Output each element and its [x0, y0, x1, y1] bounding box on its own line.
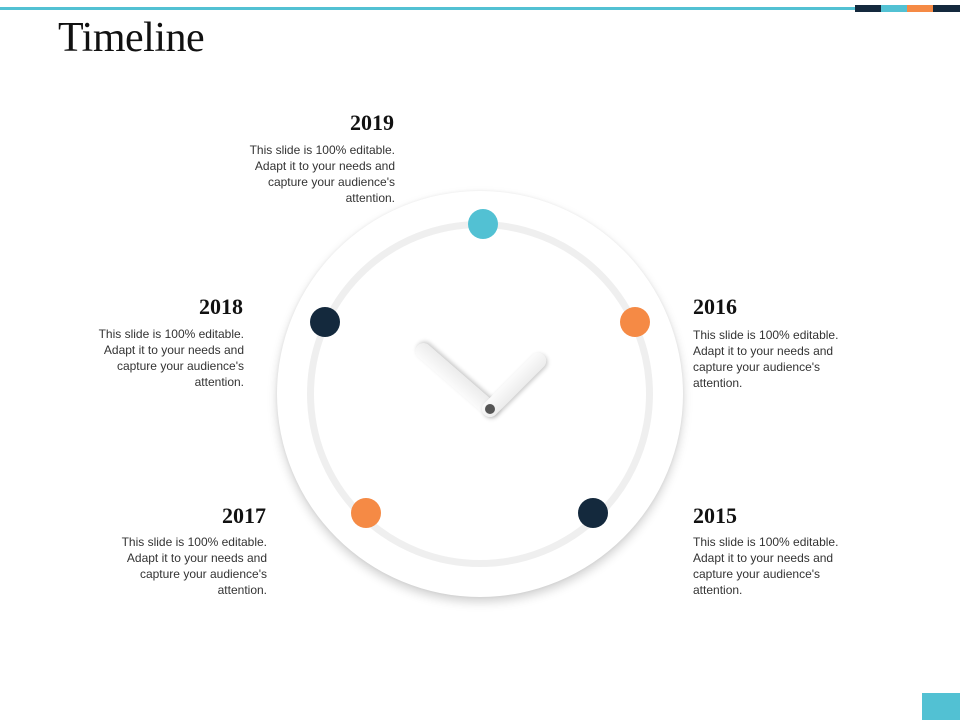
top-accent-line	[0, 7, 855, 10]
milestone-year-2015: 2015	[693, 503, 737, 528]
milestone-dot-2017	[351, 498, 381, 528]
milestone-dot-2015	[578, 498, 608, 528]
top-accent-segment-orange	[907, 5, 933, 12]
clock-center-pin	[485, 404, 495, 414]
milestone-desc-2019: This slide is 100% editable. Adapt it to your needs and capture your audience's attention.	[249, 143, 395, 205]
corner-accent-box	[922, 693, 960, 720]
top-accent-segment-teal	[881, 5, 907, 12]
milestone-desc-2017: This slide is 100% editable. Adapt it to your needs and capture your audience's attention.	[121, 535, 267, 597]
slide-title: Timeline	[58, 15, 205, 61]
milestone-year-2019: 2019	[350, 110, 394, 135]
milestone-year-2016: 2016	[693, 294, 737, 319]
top-accent-segment-navy	[855, 5, 881, 12]
milestone-year-2018: 2018	[199, 294, 243, 319]
milestone-dot-2016	[620, 307, 650, 337]
milestone-desc-2015: This slide is 100% editable. Adapt it to your needs and capture your audience's attention.	[693, 535, 839, 597]
milestone-desc-2018: This slide is 100% editable. Adapt it to your needs and capture your audience's attention.	[98, 327, 244, 389]
milestone-dot-2019	[468, 209, 498, 239]
milestone-dot-2018	[310, 307, 340, 337]
top-accent-segment-navy-2	[933, 5, 960, 12]
milestone-desc-2016: This slide is 100% editable. Adapt it to your needs and capture your audience's attention.	[693, 328, 839, 390]
milestone-year-2017: 2017	[222, 503, 266, 528]
